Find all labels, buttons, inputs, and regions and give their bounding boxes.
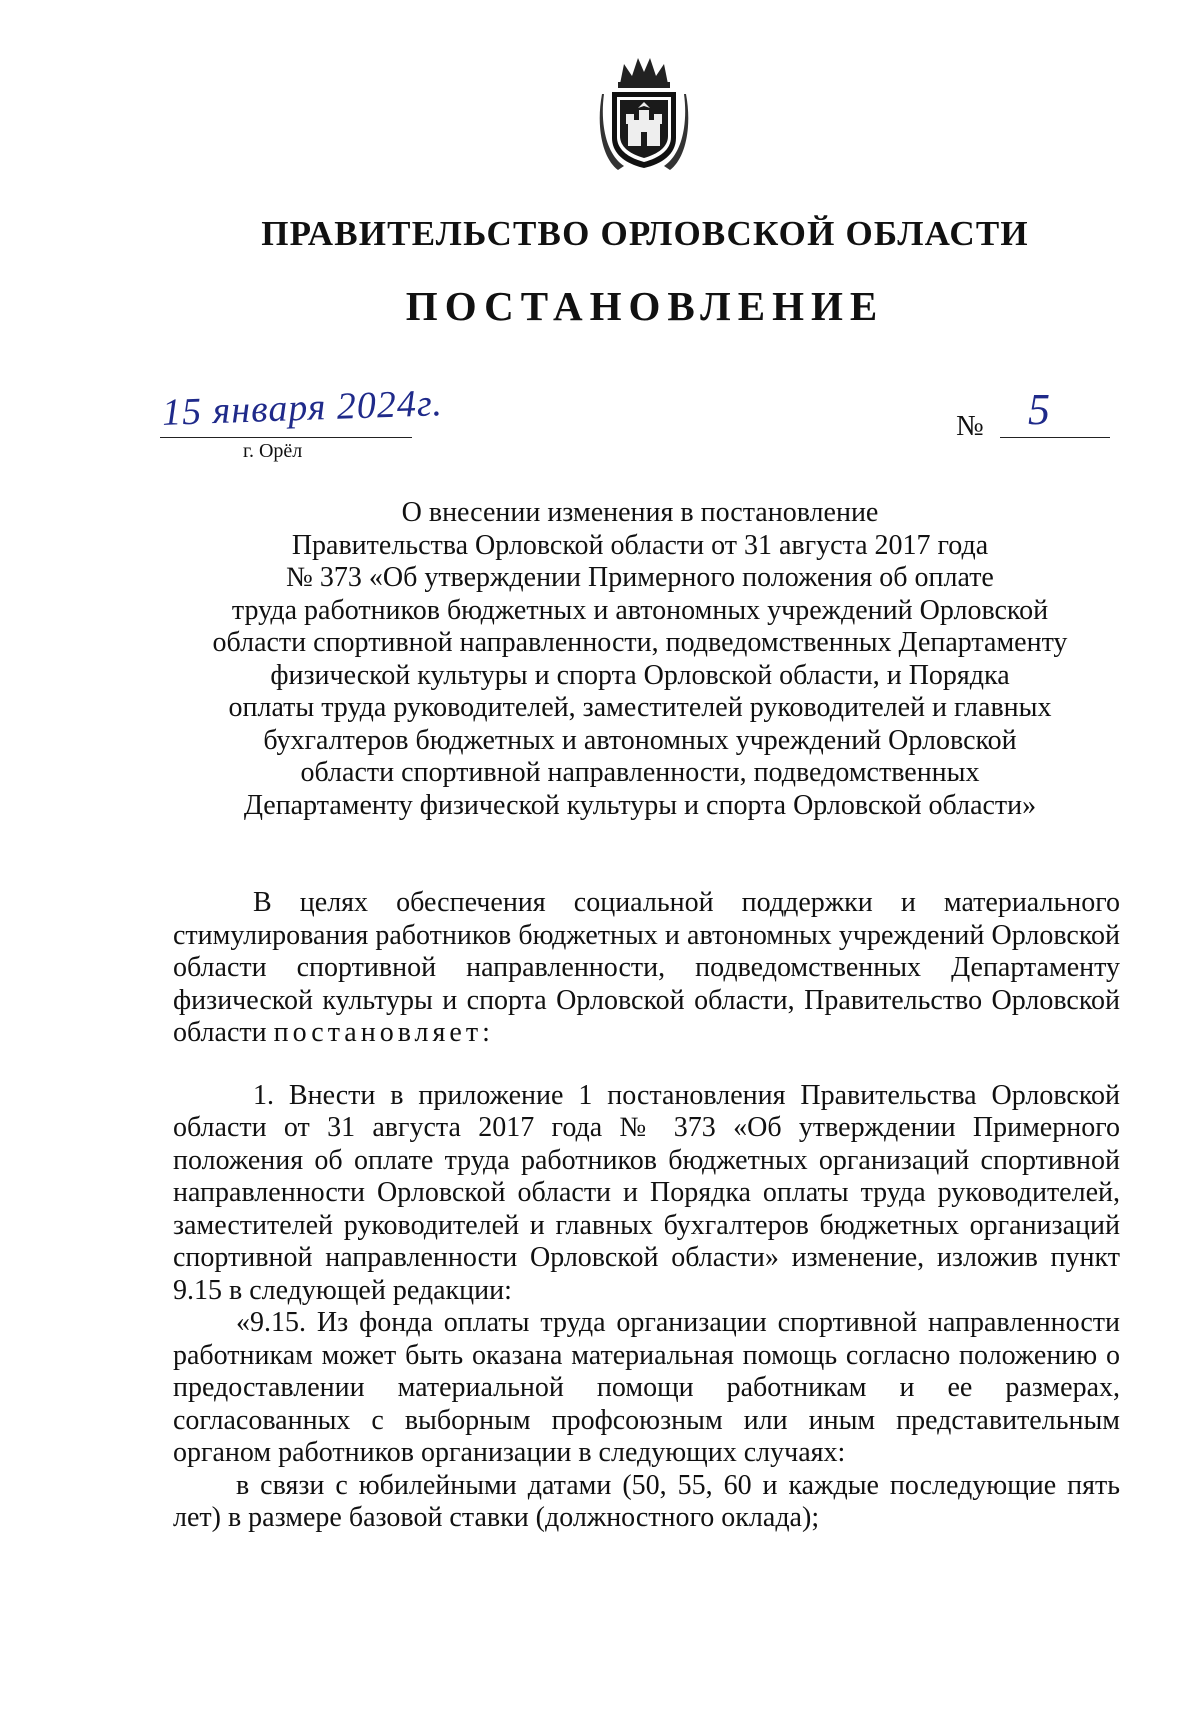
paragraph-gap	[173, 1050, 1120, 1080]
handwritten-number: 5	[1028, 385, 1050, 434]
document-body	[173, 887, 1120, 1535]
subject-line: оплаты труда руководителей, заместителей руководителей и главных	[228, 692, 1052, 723]
preamble-text: В целях обеспечения социальной поддержки и материального стимулирования работников бюджетных и автономных учреждений Орловской области спортивной направленности, подведомственных Департаменту физической культуры и спорта Орловской области, Правительство Орловской области	[173, 887, 1120, 1048]
subject-line: области спортивной направленности, подведомственных	[300, 757, 980, 788]
document-subject	[190, 497, 1090, 822]
item-9-15-paragraph: «9.15. Из фонда оплаты труда организации спортивной направленности работникам может быть оказана материальная помощь согласно положению о предоставлении материальной помощи работникам и ее размерах, согласованных с выборным профсоюзным или иным представительным органом работников организации в следующих случаях:	[173, 1307, 1120, 1468]
subject-line: области спортивной направленности, подведомственных Департаменту	[212, 627, 1068, 658]
handwritten-date: 15 января 2024г.	[161, 382, 444, 434]
subject-line: Правительства Орловской области от 31 августа 2017 года	[291, 529, 989, 561]
number-underline	[1000, 437, 1110, 438]
number-label: №	[956, 410, 984, 442]
organization-title: ПРАВИТЕЛЬСТВО ОРЛОВСКОЙ ОБЛАСТИ	[261, 214, 1029, 253]
city-label: г. Орёл	[243, 440, 303, 462]
subject-line: № 373 «Об утверждении Примерного положения об оплате	[286, 562, 994, 593]
date-underline	[160, 437, 412, 438]
item-1-paragraph: 1. Внести в приложение 1 постановления Правительства Орловской области от 31 августа 2017 года № 373 «Об утверждении Примерного положения об оплате труда работников бюджетных организаций спортивной направленности Орловской области и Порядка оплаты труда руководителей, заместителей руководителей и главных бухгалтеров бюджетных организаций спортивной направленности Орловской области» изменение, изложив пункт 9.15 в следующей редакции:	[173, 1079, 1120, 1306]
preamble-paragraph	[173, 887, 1120, 1050]
item-9-15-case-1: в связи с юбилейными датами (50, 55, 60 и каждые последующие пять лет) в размере базовой ставки (должностного оклада);	[173, 1469, 1120, 1533]
subject-line: бухгалтеров бюджетных и автономных учреждений Орловской	[263, 724, 1017, 756]
document-type-heading: ПОСТАНОВЛЕНИЕ	[405, 283, 885, 329]
subject-line: Департаменту физической культуры и спорта Орловской области»	[243, 789, 1037, 821]
resolves-keyword: постановляет:	[273, 1017, 494, 1048]
subject-line: физической культуры и спорта Орловской области, и Порядка	[270, 659, 1010, 691]
subject-line: О внесении изменения в постановление	[401, 497, 879, 528]
subject-line: труда работников бюджетных и автономных учреждений Орловской	[231, 594, 1049, 626]
coat-of-arms-icon	[598, 54, 690, 172]
